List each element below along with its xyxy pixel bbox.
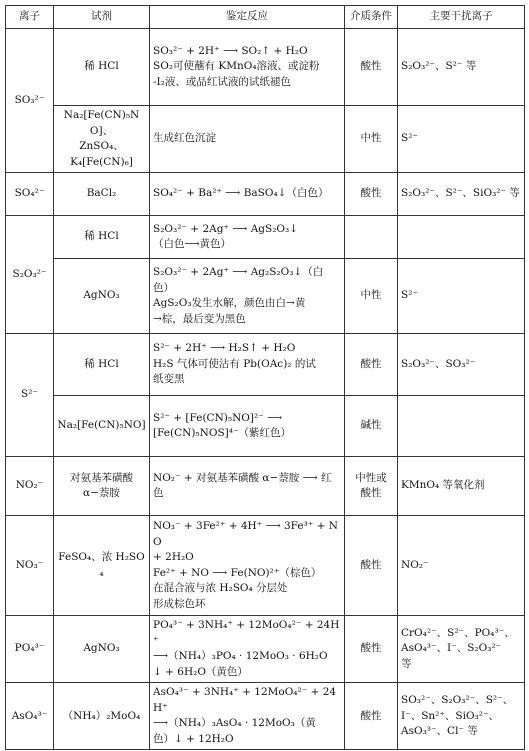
reaction-line: 纸变黑 bbox=[153, 373, 185, 386]
reagent-cell: （NH₄）₂MoO₄ bbox=[54, 683, 150, 750]
header-row bbox=[6, 6, 525, 29]
header-reaction: 鉴定反应 bbox=[150, 6, 345, 29]
reaction-cell: 生成红色沉淀 bbox=[150, 106, 345, 173]
interference-line: I⁻、Sn²⁺、SiO₃²⁻、 bbox=[401, 709, 500, 722]
ion-cell: AsO₄³⁻ bbox=[6, 683, 54, 750]
reagent-line: α−萘胺 bbox=[83, 487, 120, 500]
condition-cell bbox=[345, 457, 398, 516]
interference-line: CrO₄²⁻、S²⁻、PO₄³⁻、 bbox=[401, 626, 515, 639]
table-row bbox=[6, 259, 525, 334]
ion-cell: NO₂⁻ bbox=[6, 457, 54, 516]
reaction-line: H₂S 气体可使沾有 Pb(OAc)₂ 的试 bbox=[153, 357, 316, 370]
ion-identification-table bbox=[5, 5, 525, 750]
reaction-line: + 2H₂O bbox=[153, 551, 194, 564]
condition-cell: 中性 bbox=[345, 259, 398, 334]
interference-cell: S₂O₃²⁻、S²⁻ 等 bbox=[398, 29, 525, 106]
reaction-line: AsO₄³⁻ + 3NH₄⁺ + 12MoO₄²⁻ + 24H⁺ bbox=[153, 686, 337, 714]
reaction-cell bbox=[150, 516, 345, 616]
condition-cell: 酸性 bbox=[345, 616, 398, 683]
interference-cell bbox=[398, 216, 525, 259]
reaction-line: SO₃²⁻ + 2H⁺ ⟶ SO₂↑ + H₂O bbox=[153, 44, 308, 57]
ion-cell: SO₃²⁻ bbox=[6, 29, 54, 173]
reaction-line: S²⁻ + [Fe(CN)₅NO]²⁻ ⟶ bbox=[153, 411, 283, 424]
ion-cell: PO₄³⁻ bbox=[6, 616, 54, 683]
reagent-cell: 稀 HCl bbox=[54, 334, 150, 396]
table-row bbox=[6, 29, 525, 106]
reaction-cell bbox=[150, 334, 345, 396]
reaction-line: 形成棕色环 bbox=[153, 597, 206, 610]
ion-cell: SO₄²⁻ bbox=[6, 173, 54, 216]
condition-cell: 酸性 bbox=[345, 683, 398, 750]
reaction-line: S²⁻ + 2H⁺ ⟶ H₂S↑ + H₂O bbox=[153, 342, 296, 355]
reagent-line: ZnSO₄、 bbox=[79, 140, 124, 153]
reagent-cell bbox=[54, 106, 150, 173]
condition-line: 中性或 bbox=[355, 471, 387, 484]
interference-cell: S²⁻ bbox=[398, 259, 525, 334]
interference-cell bbox=[398, 683, 525, 750]
header-interference: 主要干扰离子 bbox=[398, 6, 525, 29]
interference-cell: NO₂⁻ bbox=[398, 516, 525, 616]
table-row bbox=[6, 173, 525, 216]
reagent-cell: 稀 HCl bbox=[54, 216, 150, 259]
reaction-cell bbox=[150, 216, 345, 259]
reaction-cell bbox=[150, 29, 345, 106]
interference-cell bbox=[398, 396, 525, 457]
reagent-line: 对氨基苯磺酸 bbox=[70, 471, 133, 484]
reaction-line: PO₄³⁻ + 3NH₄⁺ + 12MoO₄²⁻ + 24H⁺ bbox=[153, 619, 340, 647]
reagent-cell: AgNO₃ bbox=[54, 616, 150, 683]
interference-cell bbox=[398, 616, 525, 683]
reaction-line: -I₂液、或品红试液的试纸褪色 bbox=[153, 75, 291, 88]
ion-cell: S₂O₃²⁻ bbox=[6, 216, 54, 334]
reagent-cell bbox=[54, 457, 150, 516]
header-ion: 离子 bbox=[6, 6, 54, 29]
reaction-line: ⟶（NH₄）₃PO₄ · 12MoO₃ · 6H₂O bbox=[153, 650, 328, 663]
reaction-line: 在混合液与浓 H₂SO₄ 分层处 bbox=[153, 582, 288, 595]
header-condition: 介质条件 bbox=[345, 6, 398, 29]
reagent-cell: 稀 HCl bbox=[54, 29, 150, 106]
header-reagent: 试剂 bbox=[54, 6, 150, 29]
reaction-cell: SO₄²⁻ + Ba²⁺ ⟶ BaSO₄↓（白色） bbox=[150, 173, 345, 216]
reaction-line: 色） bbox=[153, 281, 174, 294]
condition-cell: 酸性 bbox=[345, 29, 398, 106]
reaction-line: （白色⟶黄色） bbox=[153, 238, 232, 251]
table-row bbox=[6, 396, 525, 457]
table-row bbox=[6, 616, 525, 683]
ion-cell: S²⁻ bbox=[6, 334, 54, 457]
interference-cell: S₂O₃²⁻、S²⁻、SiO₃²⁻ 等 bbox=[398, 173, 525, 216]
condition-cell: 酸性 bbox=[345, 173, 398, 216]
interference-line: 等 bbox=[401, 657, 412, 670]
reagent-cell: FeSO₄、浓 H₂SO₄ bbox=[54, 516, 150, 616]
interference-cell: S₂O₃²⁻、SO₃²⁻ bbox=[398, 334, 525, 396]
reaction-line: Fe²⁺ + NO ⟶ Fe(NO)²⁺（棕色） bbox=[153, 566, 322, 579]
reaction-cell bbox=[150, 683, 345, 750]
interference-line: SO₃²⁻、S₂O₃²⁻、S²⁻、 bbox=[401, 694, 514, 707]
interference-line: AsO₃³⁻、Cl⁻ 等 bbox=[401, 725, 478, 738]
table-row bbox=[6, 457, 525, 516]
condition-cell: 酸性 bbox=[345, 516, 398, 616]
table-row bbox=[6, 334, 525, 396]
reagent-cell: BaCl₂ bbox=[54, 173, 150, 216]
condition-cell: 酸性 bbox=[345, 334, 398, 396]
table-row bbox=[6, 106, 525, 173]
reaction-line: S₂O₃²⁻ + 2Ag⁺ ⟶ AgS₂O₃↓ bbox=[153, 222, 299, 235]
condition-cell bbox=[345, 216, 398, 259]
reagent-line: K₄[Fe(CN)₆] bbox=[70, 155, 133, 168]
reaction-line: NO₃⁻ + 3Fe²⁺ + 4H⁺ ⟶ 3Fe³⁺ + NO bbox=[153, 520, 338, 548]
table-row bbox=[6, 216, 525, 259]
reaction-line: 色）↓ + 12H₂O bbox=[153, 732, 234, 745]
reagent-line: Na₂[Fe(CN)₅NO]、 bbox=[63, 109, 140, 137]
interference-line: AsO₄³⁻、I⁻、S₂O₃²⁻ bbox=[401, 642, 502, 655]
reaction-cell bbox=[150, 259, 345, 334]
reaction-line: ↓ + 6H₂O（黄色） bbox=[153, 665, 248, 678]
reaction-line: AgS₂O₃发生水解，颜色由白→黄 bbox=[153, 297, 306, 310]
reaction-line: ⟶（NH₄）₃AsO₄ · 12MoO₃（黄 bbox=[153, 717, 316, 730]
condition-line: 酸性 bbox=[360, 487, 382, 500]
reaction-line: →棕，最后变为黑色 bbox=[153, 312, 246, 325]
reaction-cell bbox=[150, 616, 345, 683]
reagent-cell: AgNO₃ bbox=[54, 259, 150, 334]
condition-cell: 碱性 bbox=[345, 396, 398, 457]
reaction-line: [Fe(CN)₅NOS]⁴⁻（紫红色） bbox=[153, 427, 291, 440]
reaction-line: SO₂可使蘸有 KMnO₄溶液、或淀粉 bbox=[153, 60, 320, 73]
reagent-cell: Na₂[Fe(CN)₅NO] bbox=[54, 396, 150, 457]
table-row bbox=[6, 683, 525, 750]
reaction-cell bbox=[150, 396, 345, 457]
table-row bbox=[6, 516, 525, 616]
reaction-line: S₂O₃²⁻ + 2Ag⁺ ⟶ Ag₂S₂O₃↓（白 bbox=[153, 266, 324, 279]
condition-cell: 中性 bbox=[345, 106, 398, 173]
ion-cell: NO₃⁻ bbox=[6, 516, 54, 616]
interference-cell: S²⁻ bbox=[398, 106, 525, 173]
reaction-cell: NO₂⁻ + 对氨基苯磺酸 α−萘胺 ⟶ 红色 bbox=[150, 457, 345, 516]
interference-cell: KMnO₄ 等氧化剂 bbox=[398, 457, 525, 516]
